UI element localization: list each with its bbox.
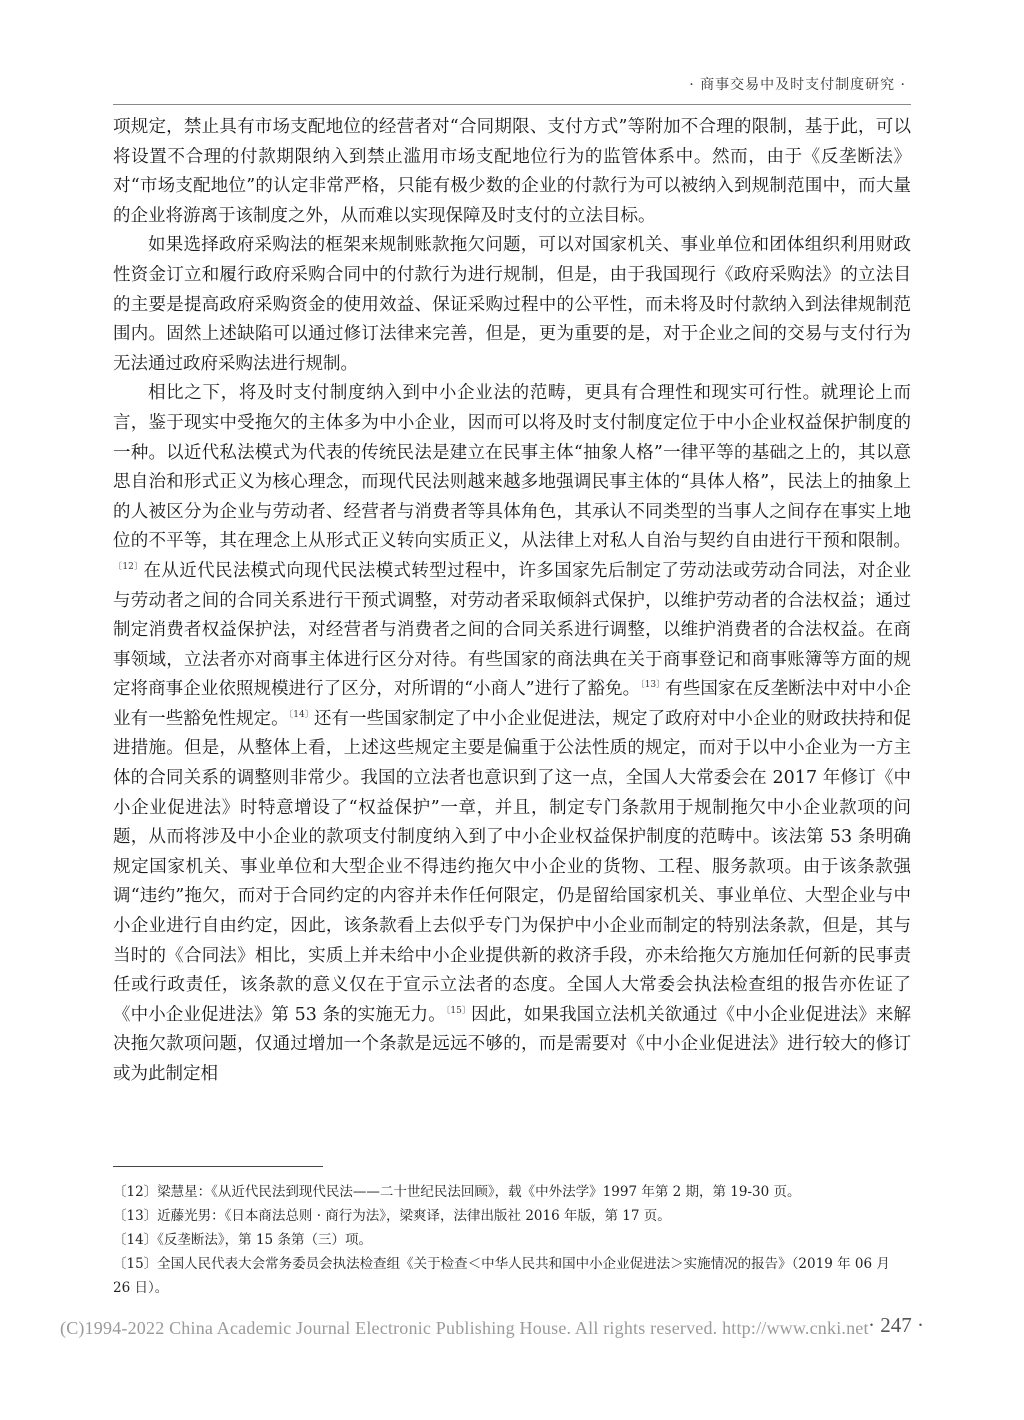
footnote-14: 〔14〕《反垄断法》，第 15 条第（三）项。 <box>113 1232 372 1248</box>
footnotes <box>113 1180 911 1300</box>
footnote-12: 〔12〕梁慧星：《从近代民法到现代民法——二十世纪民法回顾》，载《中外法学》1997 年第 2 期，第 19-30 页。 <box>113 1184 801 1200</box>
article-body <box>113 113 911 1090</box>
footnote-ref-13[interactable]: 〔13〕 <box>640 680 666 691</box>
paragraph-3-part-e: 因此，如果我国立法机关欲通过《中小企业促进法》来解决拖欠款项问题，仅通过增加一个条款是远远不够的，而是需要对《中小企业促进法》进行较大的修订或为此制定相 <box>113 1004 911 1084</box>
footnote-ref-15[interactable]: 〔15〕 <box>445 1005 472 1016</box>
footnote-13: 〔13〕近藤光男：《日本商法总则 · 商行为法》，梁爽译，法律出版社 2016 年版，第 17 页。 <box>113 1208 671 1224</box>
running-header: · 商事交易中及时支付制度研究 · <box>689 77 906 93</box>
paragraph-2: 如果选择政府采购法的框架来规制账款拖欠问题，可以对国家机关、事业单位和团体组织利用财政性资金订立和履行政府采购合同中的付款行为进行规制，但是，由于我国现行《政府采购法》的立法目的主要是提高政府采购资金的使用效益、保证采购过程中的公平性，而未将及时付款纳入到法律规制范围内。固然上述缺陷可以通过修订法律来完善，但是，更为重要的是，对于企业之间的交易与支付行为无法通过政府采购法进行规制。 <box>113 235 911 374</box>
footnote-15: 〔15〕全国人民代表大会常务委员会执法检查组《关于检查＜中华人民共和国中小企业促进法＞实施情况的报告》（2019 年 06 月 26 日）。 <box>113 1256 890 1296</box>
paragraph-1: 项规定，禁止具有市场支配地位的经营者对“合同期限、支付方式”等附加不合理的限制，基于此，可以将设置不合理的付款期限纳入到禁止滥用市场支配地位行为的监管体系中。然而，由于《反垄断法》对“市场支配地位”的认定非常严格，只能有极少数的企业的付款行为可以被纳入到规制范围中，而大量的企业将游离于该制度之外，从而难以实现保障及时支付的立法目标。 <box>113 117 911 226</box>
footnote-ref-12[interactable]: 〔12〕 <box>113 561 144 572</box>
paragraph-3-part-b: 在从近代民法模式向现代民法模式转型过程中，许多国家先后制定了劳动法或劳动合同法，对企业与劳动者之间的合同关系进行干预式调整，对劳动者采取倾斜式保护，以维护劳动者的合法权益；通过制定消费者权益保护法，对经营者与消费者之间的合同关系进行调整，以维护消费者的合法权益。在商事领域，立法者亦对商事主体进行区分对待。有些国家的商法典在关于商事登记和商事账簿等方面的规定将商事企业依照规模进行了区分，对所谓的“小商人”进行了豁免。 <box>113 560 912 700</box>
header-rule <box>113 104 911 105</box>
paragraph-3-part-a: 相比之下，将及时支付制度纳入到中小企业法的范畴，更具有合理性和现实可行性。就理论上而言，鉴于现实中受拖欠的主体多为中小企业，因而可以将及时支付制度定位于中小企业权益保护制度的一种。以近代私法模式为代表的传统民法是建立在民事主体“抽象人格”一律平等的基础之上的，其以意思自治和形式正义为核心理念，而现代民法则越来越多地强调民事主体的“具体人格”，民法上的抽象上的人被区分为企业与劳动者、经营者与消费者等具体角色，其承认不同类型的当事人之间存在事实上地位的不平等，其在理念上从形式正义转向实质正义，从法律上对私人自治与契约自由进行干预和限制。 <box>113 383 911 552</box>
paragraph-3-part-c: 有些国家在反垄断法中对中小企业有一些豁免性规定。 <box>113 679 911 729</box>
footnote-rule <box>113 1166 323 1167</box>
paragraph-3-part-d: 还有一些国家制定了中小企业促进法，规定了政府对中小企业的财政扶持和促进措施。但是，从整体上看，上述这些规定主要是偏重于公法性质的规定，而对于以中小企业为一方主体的合同关系的调整则非常少。我国的立法者也意识到了这一点，全国人大常委会在 2017 年修订《中小企业促进法》时特意增设了“权益保护”一章，并且，制定专门条款用于规制拖欠中小企业款项的问题，从而将涉及中小企业的款项支付制度纳入到了中小企业权益保护制度的范畴中。该法第 53 条明确规定国家机关、事业单位和大型企业不得违约拖欠中小企业的货物、工程、服务款项。由于该条款强调“违约”拖欠，而对于合同约定的内容并未作任何限定，仍是留给国家机关、事业单位、大型企业与中小企业进行自由约定，因此，该条款看上去似乎专门为保护中小企业而制定的特别法条款，但是，其与当时的《合同法》相比，实质上并未给中小企业提供新的救济手段，亦未给拖欠方施加任何新的民事责任或行政责任，该条款的意义仅在于宣示立法者的态度。全国人大常委会执法检查组的报告亦佐证了《中小企业促进法》第 53 条的实施无力。 <box>113 708 912 1025</box>
paragraph-3 <box>113 379 911 1089</box>
footnote-ref-14[interactable]: 〔14〕 <box>288 709 314 720</box>
copyright-notice: (C)1994-2022 China Academic Journal Electronic Publishing House. All rights reserved. http://www.cnki.net <box>60 1318 869 1338</box>
page-number: · 247 · <box>868 1313 924 1337</box>
